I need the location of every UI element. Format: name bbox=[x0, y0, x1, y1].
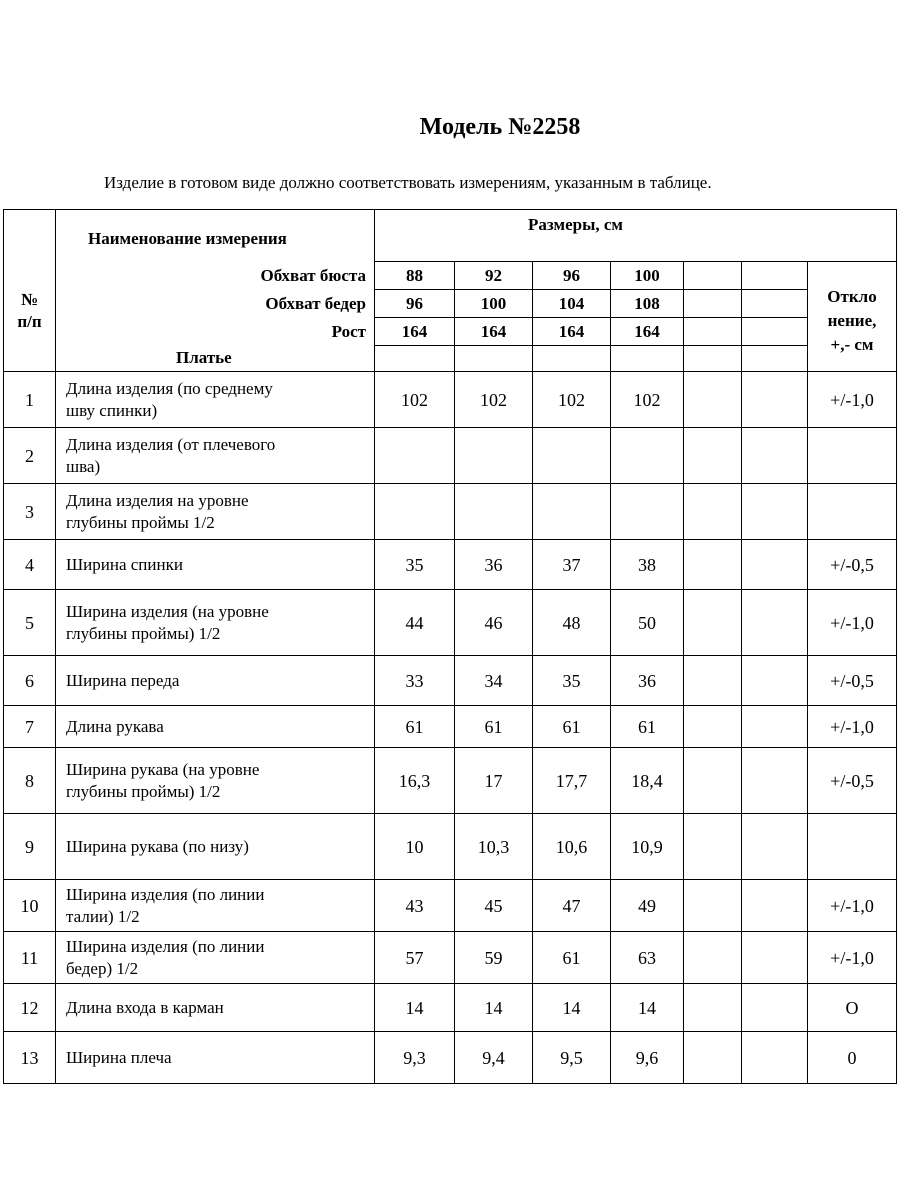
page-title: Модель №2258 bbox=[419, 114, 581, 140]
empty-cell bbox=[684, 346, 742, 372]
empty-cell bbox=[742, 318, 808, 346]
empty-cell bbox=[684, 484, 742, 540]
measurement-name bbox=[56, 814, 375, 880]
table-row bbox=[4, 814, 897, 880]
measurement-name-line-2: бедер) 1/2 bbox=[66, 958, 139, 978]
deviation-label-1: Откло bbox=[827, 286, 877, 306]
bust-96: 96 bbox=[533, 262, 611, 290]
table-row bbox=[4, 1032, 897, 1084]
deviation-value: +/-0,5 bbox=[808, 656, 897, 706]
deviation-label-3: +,- см bbox=[830, 334, 874, 354]
size-value: 14 bbox=[533, 984, 611, 1032]
size-value bbox=[455, 484, 533, 540]
size-value: 48 bbox=[533, 590, 611, 656]
empty-cell bbox=[684, 748, 742, 814]
measurement-name bbox=[56, 880, 375, 932]
empty-cell bbox=[742, 540, 808, 590]
empty-cell bbox=[684, 1032, 742, 1084]
size-value bbox=[533, 428, 611, 484]
size-value: 43 bbox=[375, 880, 455, 932]
size-value: 17,7 bbox=[533, 748, 611, 814]
size-value: 18,4 bbox=[611, 748, 684, 814]
measurement-name-line-1: Длина изделия на уровне bbox=[66, 490, 249, 510]
num-header-label-2: п/п bbox=[17, 311, 42, 331]
size-value: 10,3 bbox=[455, 814, 533, 880]
size-value: 102 bbox=[533, 372, 611, 428]
height-size-3: 164 bbox=[533, 318, 611, 346]
size-value: 14 bbox=[375, 984, 455, 1032]
size-value bbox=[375, 428, 455, 484]
size-value bbox=[611, 484, 684, 540]
deviation-value bbox=[808, 484, 897, 540]
measurement-name-line-1: Ширина рукава (по низу) bbox=[66, 836, 249, 856]
measurement-name-line-1: Длина входа в карман bbox=[66, 997, 224, 1017]
row-number: 13 bbox=[4, 1032, 56, 1084]
num-header-cell bbox=[4, 210, 56, 372]
row-number: 12 bbox=[4, 984, 56, 1032]
measurement-name-line-1: Ширина рукава (на уровне bbox=[66, 759, 260, 779]
measurement-name bbox=[56, 748, 375, 814]
size-value: 102 bbox=[611, 372, 684, 428]
row-number: 5 bbox=[4, 590, 56, 656]
measurement-name bbox=[56, 1032, 375, 1084]
table-row bbox=[4, 706, 897, 748]
measurement-name bbox=[56, 372, 375, 428]
instruction-note: Изделие в готовом виде должно соответствовать измерениям, указанным в таблице. bbox=[104, 173, 712, 192]
height-label: Рост bbox=[56, 318, 375, 346]
row-number: 11 bbox=[4, 932, 56, 984]
size-value: 47 bbox=[533, 880, 611, 932]
empty-cell bbox=[684, 984, 742, 1032]
deviation-label-2: нение, bbox=[827, 310, 877, 330]
size-value: 10,9 bbox=[611, 814, 684, 880]
deviation-value: +/-1,0 bbox=[808, 706, 897, 748]
row-number: 10 bbox=[4, 880, 56, 932]
measurement-name-line-1: Длина изделия (от плечевого bbox=[66, 434, 276, 454]
measurement-name-line-2: талии) 1/2 bbox=[66, 906, 140, 926]
size-value: 16,3 bbox=[375, 748, 455, 814]
size-value: 9,3 bbox=[375, 1032, 455, 1084]
table-row bbox=[4, 590, 897, 656]
row-number: 9 bbox=[4, 814, 56, 880]
empty-cell bbox=[684, 880, 742, 932]
empty-cell bbox=[742, 748, 808, 814]
size-value: 37 bbox=[533, 540, 611, 590]
size-value: 14 bbox=[611, 984, 684, 1032]
size-value: 36 bbox=[611, 656, 684, 706]
table-row bbox=[4, 540, 897, 590]
empty-cell bbox=[684, 590, 742, 656]
measurement-name bbox=[56, 484, 375, 540]
measurement-table bbox=[3, 209, 897, 1084]
empty-cell bbox=[533, 346, 611, 372]
empty-cell bbox=[742, 880, 808, 932]
table-row bbox=[4, 656, 897, 706]
size-value: 9,6 bbox=[611, 1032, 684, 1084]
empty-cell bbox=[684, 372, 742, 428]
measurement-name bbox=[56, 932, 375, 984]
empty-cell bbox=[742, 590, 808, 656]
deviation-value bbox=[808, 814, 897, 880]
size-value: 44 bbox=[375, 590, 455, 656]
size-value: 61 bbox=[611, 706, 684, 748]
hips-104: 104 bbox=[533, 290, 611, 318]
empty-cell bbox=[742, 484, 808, 540]
empty-cell bbox=[611, 346, 684, 372]
size-value: 63 bbox=[611, 932, 684, 984]
measurement-name bbox=[56, 540, 375, 590]
deviation-value: +/-1,0 bbox=[808, 880, 897, 932]
size-value: 34 bbox=[455, 656, 533, 706]
size-value: 36 bbox=[455, 540, 533, 590]
hips-96: 96 bbox=[375, 290, 455, 318]
size-value: 50 bbox=[611, 590, 684, 656]
empty-cell bbox=[742, 372, 808, 428]
table-row bbox=[4, 372, 897, 428]
measurement-name-line-1: Ширина спинки bbox=[66, 554, 183, 574]
height-size-4: 164 bbox=[611, 318, 684, 346]
size-value: 33 bbox=[375, 656, 455, 706]
size-value: 57 bbox=[375, 932, 455, 984]
size-value: 35 bbox=[375, 540, 455, 590]
deviation-value: +/-0,5 bbox=[808, 748, 897, 814]
height-size-1: 164 bbox=[375, 318, 455, 346]
size-value: 46 bbox=[455, 590, 533, 656]
empty-cell bbox=[684, 290, 742, 318]
deviation-value: +/-1,0 bbox=[808, 932, 897, 984]
empty-cell bbox=[455, 346, 533, 372]
row-number: 7 bbox=[4, 706, 56, 748]
bust-100: 100 bbox=[611, 262, 684, 290]
measurement-name-line-2: глубины проймы) 1/2 bbox=[66, 623, 221, 643]
deviation-value: 0 bbox=[808, 1032, 897, 1084]
hips-108: 108 bbox=[611, 290, 684, 318]
bust-92: 92 bbox=[455, 262, 533, 290]
size-value: 35 bbox=[533, 656, 611, 706]
size-value bbox=[533, 484, 611, 540]
size-value: 61 bbox=[455, 706, 533, 748]
empty-cell bbox=[684, 428, 742, 484]
table-row bbox=[4, 484, 897, 540]
deviation-header-cell bbox=[808, 262, 897, 372]
measurement-name bbox=[56, 428, 375, 484]
size-value: 10 bbox=[375, 814, 455, 880]
name-header-label: Наименование измерения bbox=[88, 229, 287, 248]
empty-cell bbox=[684, 262, 742, 290]
empty-cell bbox=[684, 540, 742, 590]
empty-cell bbox=[742, 932, 808, 984]
size-value: 9,5 bbox=[533, 1032, 611, 1084]
row-number: 8 bbox=[4, 748, 56, 814]
bust-88: 88 bbox=[375, 262, 455, 290]
empty-cell bbox=[742, 290, 808, 318]
size-value: 102 bbox=[375, 372, 455, 428]
measurement-name bbox=[56, 984, 375, 1032]
name-header-cell bbox=[56, 210, 375, 262]
size-value bbox=[375, 484, 455, 540]
size-value: 102 bbox=[455, 372, 533, 428]
num-header-label-1: № bbox=[20, 289, 39, 309]
empty-cell bbox=[742, 262, 808, 290]
size-value: 17 bbox=[455, 748, 533, 814]
measurement-name-line-2: шву спинки) bbox=[66, 400, 158, 420]
hips-label: Обхват бедер bbox=[56, 290, 375, 318]
empty-cell bbox=[742, 984, 808, 1032]
measurement-name-line-1: Длина рукава bbox=[66, 716, 164, 736]
empty-cell bbox=[742, 814, 808, 880]
deviation-value: +/-0,5 bbox=[808, 540, 897, 590]
empty-cell bbox=[375, 346, 455, 372]
empty-cell bbox=[684, 656, 742, 706]
size-value: 14 bbox=[455, 984, 533, 1032]
height-size-2: 164 bbox=[455, 318, 533, 346]
empty-cell bbox=[684, 706, 742, 748]
size-value: 61 bbox=[533, 932, 611, 984]
measurement-name-line-1: Ширина переда bbox=[66, 670, 180, 690]
measurement-name-line-1: Ширина плеча bbox=[66, 1047, 172, 1067]
row-number: 3 bbox=[4, 484, 56, 540]
size-value: 59 bbox=[455, 932, 533, 984]
hips-100: 100 bbox=[455, 290, 533, 318]
empty-cell bbox=[742, 706, 808, 748]
size-value: 49 bbox=[611, 880, 684, 932]
size-value: 45 bbox=[455, 880, 533, 932]
empty-cell bbox=[742, 346, 808, 372]
table-row bbox=[4, 880, 897, 932]
table-row bbox=[4, 428, 897, 484]
deviation-value: +/-1,0 bbox=[808, 590, 897, 656]
row-number: 2 bbox=[4, 428, 56, 484]
row-number: 6 bbox=[4, 656, 56, 706]
empty-cell bbox=[684, 814, 742, 880]
measurement-name-line-1: Ширина изделия (по линии bbox=[66, 936, 265, 956]
measurement-name-line-1: Ширина изделия (на уровне bbox=[66, 601, 269, 621]
empty-cell bbox=[742, 1032, 808, 1084]
measurement-name bbox=[56, 656, 375, 706]
size-value: 61 bbox=[533, 706, 611, 748]
size-value bbox=[455, 428, 533, 484]
measurement-name-line-2: глубины проймы) 1/2 bbox=[66, 781, 221, 801]
size-value: 61 bbox=[375, 706, 455, 748]
empty-cell bbox=[684, 932, 742, 984]
row-number: 4 bbox=[4, 540, 56, 590]
measurement-name bbox=[56, 706, 375, 748]
measurement-name-line-2: шва) bbox=[66, 456, 101, 476]
empty-cell bbox=[684, 318, 742, 346]
size-value: 9,4 bbox=[455, 1032, 533, 1084]
bust-label: Обхват бюста bbox=[56, 262, 375, 290]
sizes-header-label: Размеры, см bbox=[528, 215, 623, 234]
deviation-value: +/-1,0 bbox=[808, 372, 897, 428]
deviation-value bbox=[808, 428, 897, 484]
data-rows bbox=[4, 372, 897, 1084]
measurement-name-line-1: Ширина изделия (по линии bbox=[66, 884, 265, 904]
size-value bbox=[611, 428, 684, 484]
sizes-header-cell bbox=[375, 210, 897, 262]
table-row bbox=[4, 984, 897, 1032]
measurement-name bbox=[56, 590, 375, 656]
size-value: 10,6 bbox=[533, 814, 611, 880]
size-value: 38 bbox=[611, 540, 684, 590]
deviation-value: О bbox=[808, 984, 897, 1032]
empty-cell bbox=[742, 428, 808, 484]
measurement-name-line-1: Длина изделия (по среднему bbox=[66, 378, 273, 398]
garment-label: Платье bbox=[56, 346, 375, 372]
table-row bbox=[4, 932, 897, 984]
row-number: 1 bbox=[4, 372, 56, 428]
empty-cell bbox=[742, 656, 808, 706]
table-row bbox=[4, 748, 897, 814]
measurement-name-line-2: глубины проймы 1/2 bbox=[66, 512, 215, 532]
